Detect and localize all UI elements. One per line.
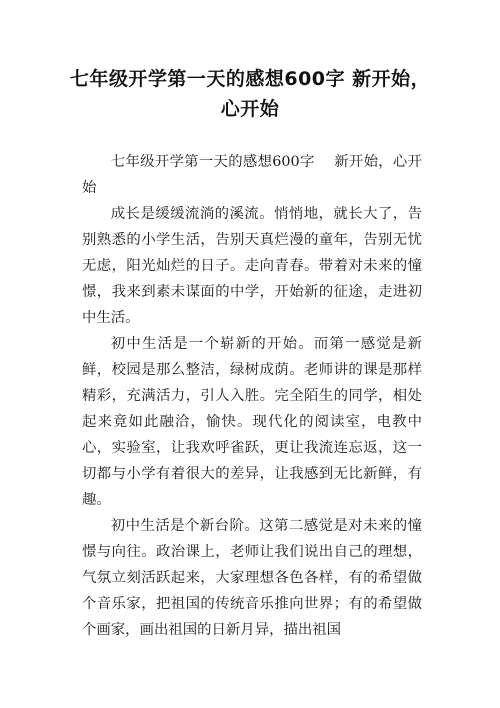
paragraph-4: 初中生活是个新台阶。这第二感觉是对未来的憧憬与向往。政治课上，老师让我们说出自己的理想，气氛立刻活跃起来，大家理想各色各样，有的希望做个音乐家，把祖国的传统音乐推向世界；有的希望做个画家，画出祖国的日新月异，描出祖国 — [82, 518, 422, 638]
paragraph-3: 初中生活是一个崭新的开始。而第一感觉是新鲜，校园是那么整洁，绿树成荫。老师讲的课是那样精彩，充满活力，引人入胜。完全陌生的同学，相处起来竟如此融洽，愉快。现代化的阅读室，电教中心，实验室，让我欢呼雀跃，更让我流连忘返，这一切都与小学有着很大的差异，让我感到无比新鲜，有趣。 — [82, 336, 422, 508]
document-body — [82, 149, 422, 643]
document-title: 七年级开学第一天的感想600字 新开始，心开始 — [69, 68, 431, 120]
paragraph-1: 七年级开学第一天的感想600字 新开始，心开始 — [82, 154, 422, 196]
paragraph-2: 成长是缓缓流淌的溪流。悄悄地，就长大了，告别熟悉的小学生活，告别天真烂漫的童年，告别无忧无虑，阳光灿烂的日子。走向青春。带着对未来的憧憬，我来到素未谋面的中学，开始新的征途，走进初中生活。 — [82, 206, 422, 326]
